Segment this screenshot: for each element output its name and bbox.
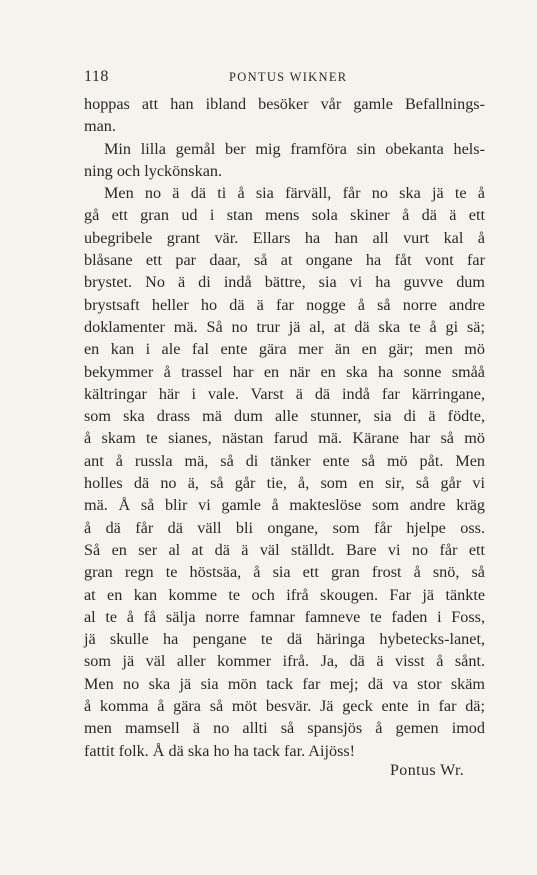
text-line: kältringar här i vale. Varst ä dä indå far kärringane,	[84, 384, 485, 403]
text-line: fattit folk. Å dä ska ho ha tack far. Aijöss!	[84, 741, 356, 760]
text-line: ant å russla mä, så di tänker ente så mö påt. Men	[84, 451, 485, 470]
text-line: ubegribele grant vär. Ellars ha han all vurt kal å	[84, 228, 485, 247]
page-number: 118	[84, 68, 109, 85]
text-line: Men no ä dä ti å sia färväll, får no ska jä te å	[104, 184, 485, 203]
text-line: ning och lyckönskan.	[84, 161, 223, 180]
text-line: å komma å gära så möt besvär. Jä geck ente in far dä;	[84, 697, 485, 716]
text-line: Så en ser al at dä ä väl ställdt. Bare vi no får ett	[84, 540, 485, 559]
text-line: som ska drass mä dum alle stunner, sia di ä födte,	[84, 407, 485, 426]
text-line: hoppas att han ibland besöker vår gamle Befallnings-	[84, 95, 485, 113]
text-line: å skam te sianes, nästan farud mä. Kärane har så mö	[84, 429, 485, 448]
text-line: blåsane ett par daar, så at ongane ha fåt vont far	[84, 251, 485, 270]
signature: Pontus Wr.	[390, 762, 465, 779]
text-line: som jä väl aller kommer ifrå. Ja, dä ä visst å sånt.	[84, 652, 485, 671]
text-line: men mamsell ä no allti så spansjös å gemen imod	[84, 719, 485, 738]
text-line: bekymmer å trassel har en när en ska ha sonne småå	[84, 362, 485, 381]
text-line: brystet. No ä di indå bättre, sia vi ha guvve dum	[84, 273, 485, 292]
text-line: gå ett gran ud i stan mens sola skiner å dä ä ett	[84, 206, 485, 225]
text-line: en kan i ale fal ente gära mer än en gär; men mö	[84, 340, 485, 359]
text-line: å dä får dä väll bli ongane, som får hjelpe oss.	[84, 518, 485, 537]
text-line: gran regn te höstsäa, å sia ett gran frost å snö, så	[84, 563, 485, 582]
text-line: jä skulle ha pengane te dä häringa hybetecks-lanet,	[84, 630, 485, 649]
text-line: brystsaft heller ho dä ä far nogge å så norre andre	[84, 295, 485, 314]
text-line: Min lilla gemål ber mig framföra sin obekanta hels-	[104, 139, 485, 158]
text-line: holles dä no ä, så går tie, å, som en sir, så går vi	[84, 474, 485, 493]
text-line: mä. Å så blir vi gamle å makteslöse som andre kräg	[84, 496, 485, 515]
letter-body	[84, 93, 485, 762]
text-line: doklamenter mä. Så no trur jä al, at dä ska te å gi sä;	[84, 317, 485, 336]
running-head: PONTUS WIKNER	[229, 70, 348, 84]
page-header	[84, 68, 484, 88]
text-line: Men no ska jä sia mön tack far mej; dä va stor skäm	[84, 674, 485, 693]
text-line: al te å få sälja norre famnar famneve te faden i Foss,	[84, 607, 485, 626]
text-line: at en kan komme te och ifrå skougen. Far jä tänkte	[84, 585, 485, 604]
text-line: man.	[84, 117, 116, 136]
